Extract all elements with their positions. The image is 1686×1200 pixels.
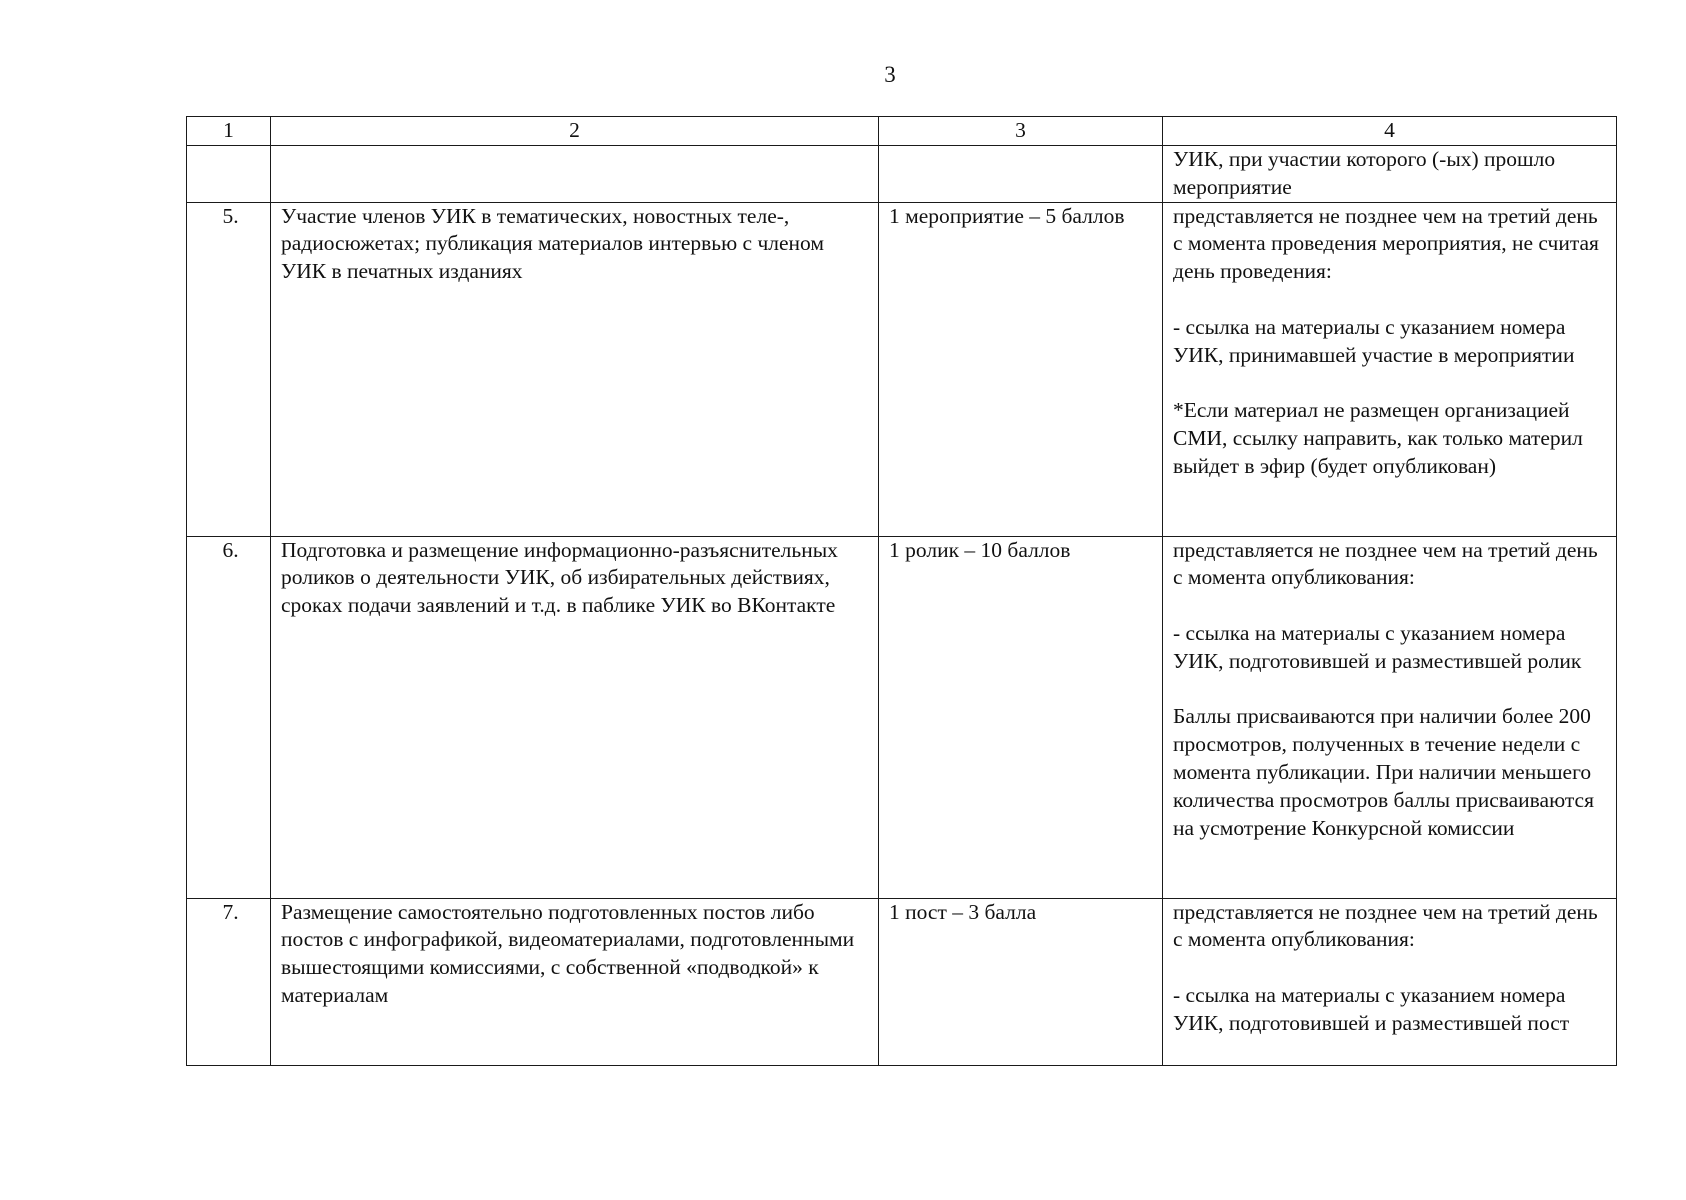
cell-activity	[271, 146, 879, 203]
criteria-table	[186, 116, 1617, 1066]
table-row	[187, 536, 1617, 898]
header-cell-1: 1	[187, 117, 271, 146]
header-cell-2: 2	[271, 117, 879, 146]
table-row	[187, 898, 1617, 1065]
row-conditions	[1163, 898, 1617, 1065]
row-points: 1 мероприятие – 5 баллов	[879, 202, 1163, 536]
cell-conditions	[1163, 146, 1617, 203]
table-header-row	[187, 117, 1617, 146]
row-number: 5.	[187, 202, 271, 536]
row-points: 1 ролик – 10 баллов	[879, 536, 1163, 898]
cell-points	[879, 146, 1163, 203]
table-row-continuation	[187, 146, 1617, 203]
table-row	[187, 202, 1617, 536]
continuation-line: мероприятие	[1173, 174, 1292, 199]
condition-paragraph: представляется не позднее чем на третий день с момента опубликования:	[1173, 899, 1598, 952]
header-cell-4: 4	[1163, 117, 1617, 146]
row-points: 1 пост – 3 балла	[879, 898, 1163, 1065]
row-number: 7.	[187, 898, 271, 1065]
condition-paragraph: *Если материал не размещен организацией СМИ, ссылку направить, как только материл выйдет в эфир (будет опубликован)	[1173, 398, 1583, 478]
condition-paragraph: - ссылка на материалы с указанием номера УИК, подготовившей и разместившей ролик	[1173, 620, 1582, 673]
row-conditions	[1163, 202, 1617, 536]
row-activity: Участие членов УИК в тематических, новостных теле-, радиосюжетах; публикация материалов интервью с членом УИК в печатных изданиях	[271, 202, 879, 536]
condition-paragraph: - ссылка на материалы с указанием номера УИК, подготовившей и разместившей пост	[1173, 982, 1570, 1035]
page-number: 3	[884, 62, 896, 87]
row-activity: Размещение самостоятельно подготовленных постов либо постов с инфографикой, видеоматериалами, подготовленными вышестоящими комиссиями, с собственной «подводкой» к материалам	[271, 898, 879, 1065]
row-conditions	[1163, 536, 1617, 898]
condition-paragraph: представляется не позднее чем на третий день с момента проведения мероприятия, не считая день проведения:	[1173, 203, 1599, 284]
continuation-line: УИК, при участии которого (-ых) прошло	[1173, 147, 1556, 171]
header-cell-3: 3	[879, 117, 1163, 146]
condition-paragraph: - ссылка на материалы с указанием номера УИК, принимавшей участие в мероприятии	[1173, 314, 1575, 367]
row-activity: Подготовка и размещение информационно-разъяснительных роликов о деятельности УИК, об избирательных действиях, сроках подачи заявлений и т.д. в паблике УИК во ВКонтакте	[271, 536, 879, 898]
row-number: 6.	[187, 536, 271, 898]
cell-num	[187, 146, 271, 203]
condition-paragraph: Баллы присваиваются при наличии более 200 просмотров, полученных в течение недели с момента публикации. При наличии меньшего количества просмотров баллы присваиваются на усмотрение Конкурсной комиссии	[1173, 704, 1594, 840]
condition-paragraph: представляется не позднее чем на третий день с момента опубликования:	[1173, 537, 1598, 590]
